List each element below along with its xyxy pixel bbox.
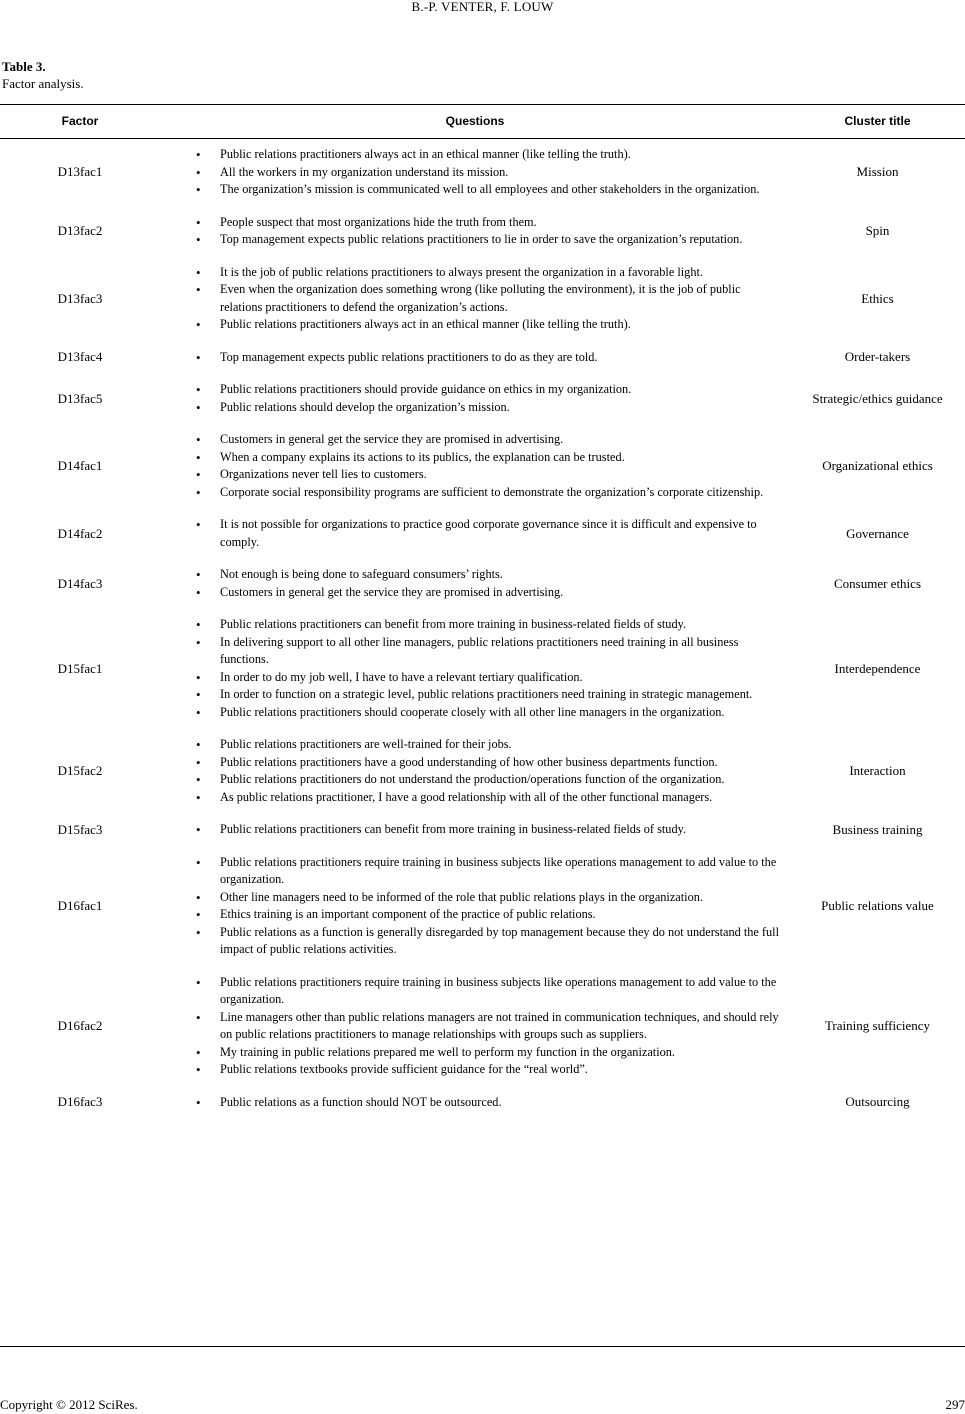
question-item: • Even when the organization does something wrong (like polluting the environment), it is the job of public relations practitioners to defend the organization’s actions. [196, 281, 780, 316]
question-list [160, 349, 790, 367]
table-row [0, 854, 965, 959]
question-item: • In order to do my job well, I have to have a relevant tertiary qualification. [196, 669, 780, 687]
question-item: • Ethics training is an important component of the practice of public relations. [196, 906, 780, 924]
question-item: • In delivering support to all other line managers, public relations practitioners need training in all business functions. [196, 634, 780, 669]
running-head: B.-P. VENTER, F. LOUW [411, 0, 554, 14]
question-list [160, 146, 790, 199]
factor-cell: D16fac2 [57, 1018, 103, 1033]
table-row [0, 264, 965, 334]
factor-cell: D13fac1 [57, 164, 103, 180]
questions-cell [160, 1094, 790, 1112]
factor-analysis-table [0, 104, 965, 1126]
cluster-title-cell: Public relations value [821, 898, 934, 913]
question-item: • Public relations practitioners always act in an ethical manner (like telling the truth). [196, 316, 780, 334]
question-list [160, 1094, 790, 1112]
question-item: • Organizations never tell lies to customers. [196, 466, 780, 484]
table-row [0, 566, 965, 601]
question-item: • Customers in general get the service they are promised in advertising. [196, 584, 780, 602]
question-item: • My training in public relations prepared me well to perform my function in the organization. [196, 1044, 780, 1062]
table-title: Factor analysis. [2, 76, 84, 91]
questions-cell [160, 736, 790, 806]
question-item: • When a company explains its actions to its publics, the explanation can be trusted. [196, 449, 780, 467]
table-bottom-rule [0, 1346, 965, 1347]
cluster-title-cell: Governance [846, 525, 909, 541]
factor-cell: D15fac2 [57, 763, 103, 778]
cluster-title-cell: Order-takers [844, 349, 911, 365]
questions-cell [160, 214, 790, 249]
question-item: • Top management expects public relations practitioners to lie in order to save the organization’s reputation. [196, 231, 780, 249]
question-item: • Public relations practitioners should provide guidance on ethics in my organization. [196, 381, 780, 399]
factor-cell: D13fac3 [57, 290, 103, 306]
question-item: • Customers in general get the service they are promised in advertising. [196, 431, 780, 449]
table-row [0, 349, 965, 367]
question-item: • Public relations practitioners can benefit from more training in business-related fields of study. [196, 821, 780, 839]
copyright-notice: Copyright © 2012 SciRes. [0, 1397, 138, 1412]
question-item: • Other line managers need to be informed of the role that public relations plays in the organization. [196, 889, 780, 907]
questions-cell [160, 349, 790, 367]
question-item: • Top management expects public relations practitioners to do as they are told. [196, 349, 780, 367]
question-item: • Corporate social responsibility programs are sufficient to demonstrate the organization’s corporate citizenship. [196, 484, 780, 502]
question-item: • Public relations textbooks provide sufficient guidance for the “real world”. [196, 1061, 780, 1079]
table-row [0, 214, 965, 249]
table-caption [2, 58, 84, 92]
cluster-title-cell: Interaction [849, 763, 906, 778]
table-row [0, 736, 965, 806]
questions-cell [160, 974, 790, 1079]
question-item: • As public relations practitioner, I have a good relationship with all of the other functional managers. [196, 789, 780, 807]
cluster-title-cell: Organizational ethics [822, 458, 933, 473]
cluster-title-cell: Spin [865, 223, 890, 238]
factor-cell: D13fac5 [57, 390, 103, 406]
column-header-questions: Questions [445, 114, 505, 128]
cluster-title-cell: Business training [832, 821, 923, 837]
table-header-rule [0, 138, 965, 139]
factor-cell: D15fac1 [57, 660, 103, 676]
questions-cell [160, 146, 790, 199]
question-item: • Public relations should develop the organization’s mission. [196, 399, 780, 417]
question-list [160, 566, 790, 601]
factor-cell: D14fac2 [57, 525, 103, 541]
question-item: • Public relations practitioners are well-trained for their jobs. [196, 736, 780, 754]
factor-cell: D14fac3 [57, 575, 103, 591]
question-item: • Not enough is being done to safeguard consumers’ rights. [196, 566, 780, 584]
question-item: • Public relations practitioners should cooperate closely with all other line managers in the organization. [196, 704, 780, 722]
column-header-cluster-title: Cluster title [844, 114, 911, 128]
question-list [160, 214, 790, 249]
cluster-title-cell: Mission [856, 164, 899, 180]
question-item: • Public relations practitioners do not understand the production/operations function of the organization. [196, 771, 780, 789]
questions-cell [160, 381, 790, 416]
factor-cell: D16fac1 [57, 898, 103, 913]
question-item: • Line managers other than public relations managers are not trained in communication techniques, and should rely on public relations practitioners to manage relationships with groups such as suppliers. [196, 1009, 780, 1044]
questions-cell [160, 264, 790, 334]
question-item: • Public relations practitioners always act in an ethical manner (like telling the truth). [196, 146, 780, 164]
question-list [160, 821, 790, 839]
factor-cell: D16fac3 [57, 1094, 103, 1110]
factor-cell: D14fac1 [57, 458, 103, 473]
table-row [0, 381, 965, 416]
table-row [0, 974, 965, 1079]
question-item: • Public relations practitioners can benefit from more training in business-related fields of study. [196, 616, 780, 634]
question-item: • Public relations as a function is generally disregarded by top management because they do not understand the full impact of public relations activities. [196, 924, 780, 959]
table-label: Table 3. [2, 59, 46, 74]
table-row [0, 821, 965, 839]
table-row [0, 431, 965, 501]
question-list [160, 736, 790, 806]
question-item: • It is not possible for organizations to practice good corporate governance since it is difficult and expensive to comply. [196, 516, 780, 551]
column-header-factor: Factor [61, 114, 99, 128]
questions-cell [160, 566, 790, 601]
question-item: • It is the job of public relations practitioners to always present the organization in a favorable light. [196, 264, 780, 282]
table-row [0, 516, 965, 551]
question-list [160, 516, 790, 551]
factor-cell: D15fac3 [57, 821, 103, 837]
cluster-title-cell: Strategic/ethics guidance [812, 390, 943, 406]
cluster-title-cell: Consumer ethics [833, 575, 921, 591]
question-item: • People suspect that most organizations hide the truth from them. [196, 214, 780, 232]
table-header [0, 104, 965, 138]
question-item: • Public relations practitioners have a good understanding of how other business departments function. [196, 754, 780, 772]
question-item: • All the workers in my organization understand its mission. [196, 164, 780, 182]
question-list [160, 854, 790, 959]
cluster-title-cell: Training sufficiency [824, 1018, 931, 1033]
questions-cell [160, 854, 790, 959]
question-list [160, 616, 790, 721]
question-list [160, 381, 790, 416]
questions-cell [160, 431, 790, 501]
questions-cell [160, 821, 790, 839]
question-item: • Public relations practitioners require training in business subjects like operations management to add value to the organization. [196, 854, 780, 889]
table-row [0, 146, 965, 199]
question-item: • Public relations practitioners require training in business subjects like operations management to add value to the organization. [196, 974, 780, 1009]
table-row [0, 1094, 965, 1112]
table-body [0, 138, 965, 1111]
question-item: • The organization’s mission is communicated well to all employees and other stakeholders in the organization. [196, 181, 780, 199]
table-row [0, 616, 965, 721]
page-number: 297 [945, 1397, 965, 1412]
question-list [160, 264, 790, 334]
question-item: • In order to function on a strategic level, public relations practitioners need training in strategic management. [196, 686, 780, 704]
question-item: • Public relations as a function should NOT be outsourced. [196, 1094, 780, 1112]
question-list [160, 431, 790, 501]
cluster-title-cell: Ethics [861, 290, 894, 306]
factor-cell: D13fac4 [57, 349, 103, 365]
questions-cell [160, 516, 790, 551]
question-list [160, 974, 790, 1079]
factor-cell: D13fac2 [57, 223, 103, 238]
questions-cell [160, 616, 790, 721]
cluster-title-cell: Interdependence [834, 660, 921, 676]
cluster-title-cell: Outsourcing [845, 1094, 910, 1110]
